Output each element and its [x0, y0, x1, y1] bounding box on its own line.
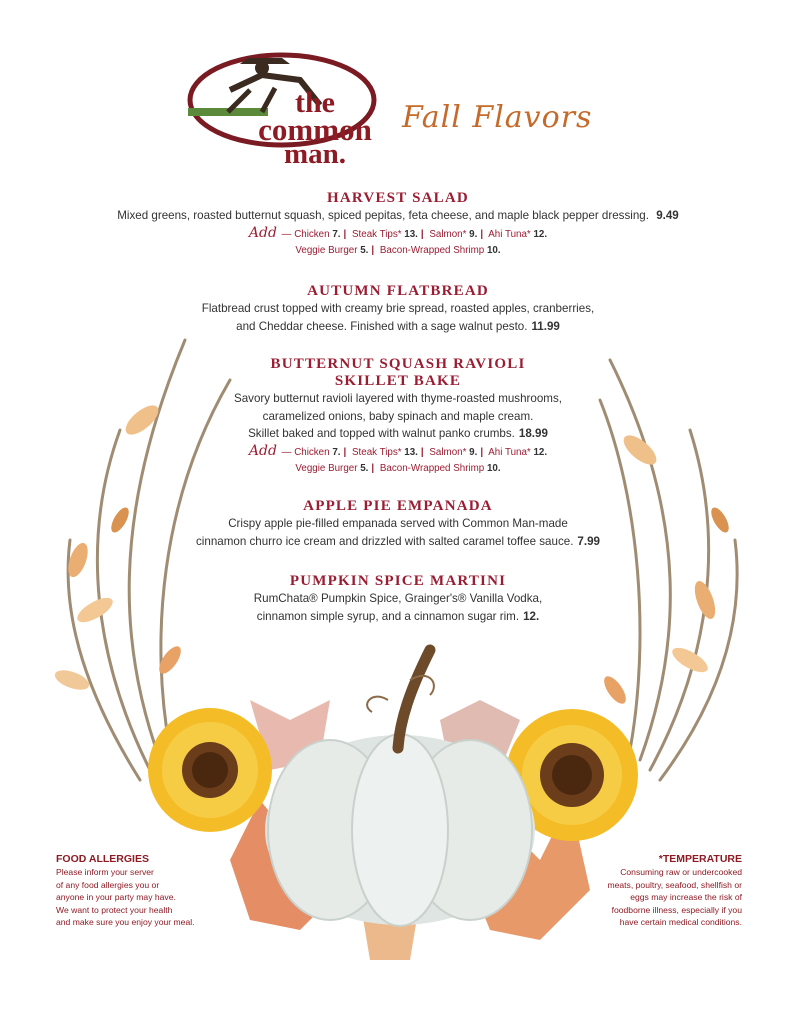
- dish-autumn-flatbread: [98, 283, 698, 335]
- note-line: anyone in your party may have.: [56, 892, 176, 903]
- addon-item: Salmon* 9.: [429, 446, 478, 458]
- addon-row: Add — Chicken 7. | Steak Tips* 13. | Salmon* 9. | Ahi Tuna* 12.: [248, 442, 548, 459]
- common-man-logo: [188, 48, 388, 170]
- addon-dash: —: [281, 228, 292, 240]
- addon-item: Veggie Burger 5.: [295, 244, 369, 256]
- dish-title: PUMPKIN SPICE MARTINI: [289, 573, 507, 589]
- note-line: eggs may increase the risk of: [630, 892, 742, 903]
- dish-title: APPLE PIE EMPANADA: [303, 498, 493, 514]
- dish-price: 9.49: [656, 209, 679, 222]
- dish-price: 12.: [523, 609, 540, 623]
- addon-row: Veggie Burger 5. | Bacon-Wrapped Shrimp 10.: [295, 462, 501, 474]
- white-pumpkin: [265, 650, 535, 926]
- note-line: and make sure you enjoy your meal.: [56, 917, 195, 928]
- addon-item: Ahi Tuna* 12.: [488, 228, 548, 240]
- dish-desc-line: cinnamon churro ice cream and drizzled with salted caramel toffee sauce.: [196, 534, 574, 548]
- dish-description: [98, 590, 698, 625]
- dish-harvest-salad: [98, 190, 698, 259]
- logo-word-common: common: [258, 112, 372, 147]
- menu-title: Fall Flavors: [402, 100, 593, 135]
- addon-row: Add — Chicken 7. | Steak Tips* 13. | Salmon* 9. | Ahi Tuna* 12.: [248, 224, 548, 241]
- note-line: We want to protect your health: [56, 904, 173, 915]
- addon-label: Add: [248, 224, 277, 241]
- addon-item: Bacon-Wrapped Shrimp 10.: [379, 462, 501, 474]
- food-allergies-note: [56, 853, 246, 928]
- dish-description: [98, 300, 698, 335]
- dish-desc-line: Savory butternut ravioli layered with thyme-roasted mushrooms,: [234, 392, 562, 405]
- dish-desc-line: caramelized onions, baby spinach and maple cream.: [262, 409, 534, 423]
- addon-item: Salmon* 9.: [429, 228, 478, 240]
- addon-item: Ahi Tuna* 12.: [488, 446, 548, 458]
- dish-description: [98, 207, 698, 225]
- dish-title: AUTUMN FLATBREAD: [307, 283, 489, 299]
- addon-item: Bacon-Wrapped Shrimp 10.: [379, 244, 501, 256]
- dish-title: HARVEST SALAD: [327, 190, 469, 206]
- dish-desc-line: cinnamon simple syrup, and a cinnamon sugar rim.: [256, 609, 520, 623]
- dish-title-line2: SKILLET BAKE: [334, 373, 462, 389]
- dish-desc-line: RumChata® Pumpkin Spice, Grainger's® Vanilla Vodka,: [253, 592, 543, 605]
- dish-price: 11.99: [531, 319, 560, 333]
- dish-title: BUTTERNUT SQUASH RAVIOLI: [270, 356, 526, 372]
- dish-desc-line: Skillet baked and topped with walnut panko crumbs.: [248, 427, 515, 440]
- dish-desc-line: and Cheddar cheese. Finished with a sage walnut pesto.: [236, 319, 528, 333]
- logo-word-man: man.: [283, 138, 347, 170]
- note-line: of any food allergies you or: [56, 879, 160, 890]
- note-line: meats, poultry, seafood, shellfish or: [607, 879, 742, 890]
- dish-price: 7.99: [577, 534, 600, 548]
- dish-desc-line: Flatbread crust topped with creamy brie spread, roasted apples, cranberries,: [201, 302, 595, 315]
- addon-item: Steak Tips* 13.: [351, 446, 418, 458]
- addon-item: Chicken 7.: [294, 446, 341, 458]
- note-heading: *TEMPERATURE: [658, 853, 742, 865]
- dish-desc-line: Mixed greens, roasted butternut squash, spiced pepitas, feta cheese, and maple black pepper dressing.: [117, 209, 649, 222]
- dish-apple-pie-empanada: [98, 498, 698, 550]
- note-line: foodborne illness, especially if you: [611, 904, 742, 915]
- dish-price: 18.99: [518, 427, 548, 440]
- addon-item: Veggie Burger 5.: [295, 462, 369, 474]
- addon-item: Steak Tips* 13.: [351, 228, 418, 240]
- addon-item: Chicken 7.: [294, 228, 341, 240]
- note-heading: FOOD ALLERGIES: [56, 853, 149, 865]
- addon-row: Veggie Burger 5. | Bacon-Wrapped Shrimp 10.: [295, 244, 501, 256]
- addon-label: Add: [248, 442, 277, 459]
- addon-dash: —: [281, 446, 292, 458]
- left-sunflower: [148, 708, 272, 832]
- dish-description: [98, 515, 698, 550]
- dish-butternut-squash-ravioli: [98, 356, 698, 477]
- logo-word-the: the: [295, 86, 335, 119]
- note-line: Please inform your server: [56, 867, 154, 878]
- dish-description: [98, 390, 698, 443]
- note-line: Consuming raw or undercooked: [620, 867, 742, 878]
- dish-desc-line: Crispy apple pie-filled empanada served with Common Man-made: [228, 517, 568, 530]
- note-line: have certain medical conditions.: [619, 917, 742, 928]
- temperature-note: [588, 853, 742, 928]
- dish-pumpkin-spice-martini: [98, 573, 698, 625]
